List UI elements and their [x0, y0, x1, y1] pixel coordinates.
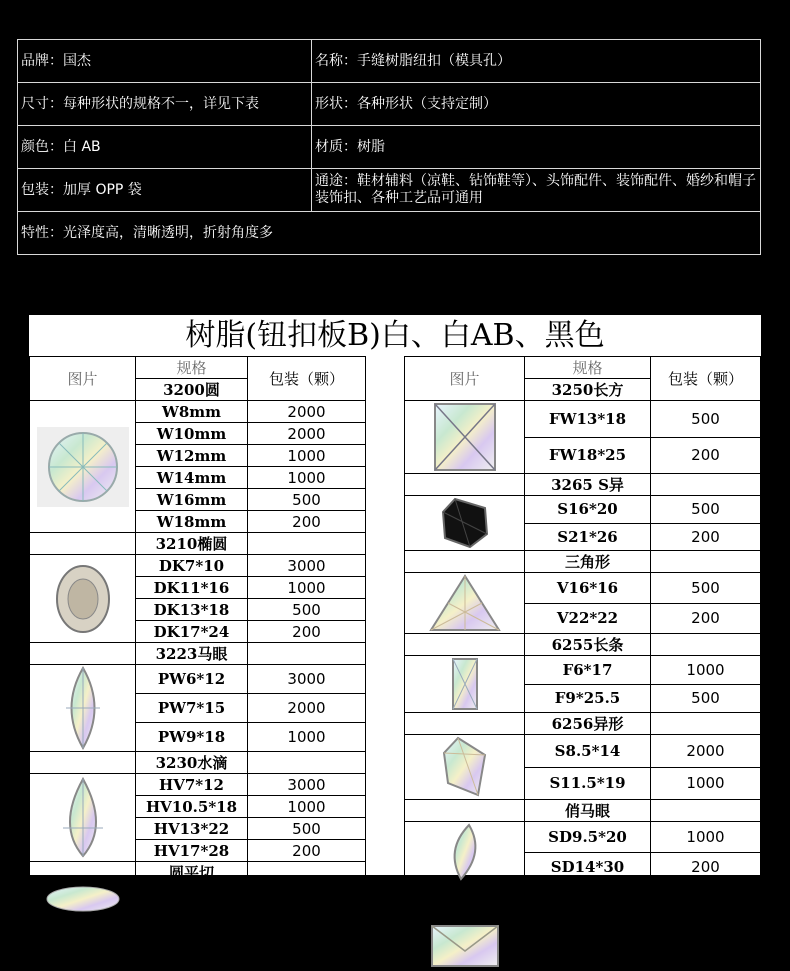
spec-value: W14mm	[136, 467, 248, 489]
package-qty: 200	[651, 523, 761, 551]
blank-picture-cell	[405, 634, 525, 656]
gem-picture	[405, 496, 525, 551]
material-cell: 材质：树脂	[312, 126, 761, 169]
black-s-gem-icon	[440, 513, 490, 531]
spec-value: S11.5*19	[525, 767, 651, 800]
blank-picture-cell	[30, 862, 136, 884]
spec-value: F9*25.5	[525, 684, 651, 713]
spec-value: DK11*16	[136, 577, 248, 599]
package-qty: 200	[248, 621, 366, 643]
gem-picture	[405, 735, 525, 800]
gem-picture	[405, 573, 525, 634]
price-sheet	[29, 315, 761, 969]
package-qty: 2000	[248, 401, 366, 423]
left-spec-grid	[29, 356, 366, 906]
spec-row	[405, 656, 761, 685]
group-name: 3200圆	[136, 379, 248, 401]
header-row	[405, 357, 761, 379]
blank-picture-cell	[405, 474, 525, 496]
package-qty: 1000	[651, 767, 761, 800]
spec-row	[18, 169, 761, 212]
package-qty: 2000	[651, 735, 761, 768]
blank-qty-cell	[651, 883, 761, 905]
package-qty: 200	[651, 852, 761, 883]
marquise-gem-icon	[58, 698, 108, 716]
blank-qty-cell	[651, 551, 761, 573]
group-name: 6256异形	[525, 713, 651, 735]
group-name: 3250长方	[525, 379, 651, 401]
spec-row	[405, 905, 761, 927]
blank-picture-cell	[30, 643, 136, 665]
spec-value: FW12*12	[525, 949, 651, 971]
package-qty: 2000	[651, 905, 761, 927]
spec-value: DK17*24	[136, 621, 248, 643]
spec-row	[405, 401, 761, 438]
spec-value: HV17*28	[136, 840, 248, 862]
spec-value: HV10.5*18	[136, 796, 248, 818]
package-qty: 500	[651, 496, 761, 524]
gem-picture	[405, 656, 525, 713]
blank-picture-cell	[405, 883, 525, 905]
spec-row	[18, 212, 761, 255]
gem-picture	[405, 401, 525, 474]
blank-qty-cell	[248, 643, 366, 665]
spec-value: W10mm	[136, 423, 248, 445]
gem-picture	[405, 822, 525, 883]
gem-picture	[30, 401, 136, 533]
group-name: 3230水滴	[136, 752, 248, 774]
package-qty: 1000	[651, 656, 761, 685]
package-qty: 3000	[248, 665, 366, 694]
blank-picture-cell	[30, 752, 136, 774]
oval-gem-icon	[52, 589, 114, 607]
right-spec-grid	[404, 356, 761, 971]
triangle-gem-icon	[428, 593, 502, 611]
group-name: 三角形	[525, 551, 651, 573]
spec-row	[30, 555, 366, 577]
package-qty: 200	[248, 840, 366, 862]
package-qty: 1000	[248, 796, 366, 818]
square-gem-icon	[429, 928, 501, 946]
spec-value: W12mm	[136, 445, 248, 467]
group-name-row	[405, 713, 761, 735]
spec-row	[405, 496, 761, 524]
spec-row	[30, 401, 366, 423]
teardrop-gem-icon	[53, 808, 113, 826]
sheet-title: 树脂(钮扣板B)白、白AB、黑色	[185, 318, 605, 353]
package-qty: 500	[651, 684, 761, 713]
spec-value: PW6*12	[136, 665, 248, 694]
spec-value: DK7*10	[136, 555, 248, 577]
spec-value: S16*20	[525, 496, 651, 524]
spec-value: S8.5*14	[525, 735, 651, 768]
blank-picture-cell	[405, 800, 525, 822]
spec-value: PW9*18	[136, 723, 248, 752]
spec-value: F6*17	[525, 656, 651, 685]
package-qty: 500	[248, 818, 366, 840]
package-qty: 200	[651, 603, 761, 634]
package-qty: 200	[248, 511, 366, 533]
blank-qty-cell	[248, 533, 366, 555]
group-name-row	[405, 883, 761, 905]
group-name: 3223马眼	[136, 643, 248, 665]
group-name: 3265 S异	[525, 474, 651, 496]
blank-picture-cell	[405, 551, 525, 573]
name-cell: 名称：手缝树脂纽扣（模具孔）	[312, 40, 761, 83]
gem-picture	[30, 884, 136, 906]
spec-value: PW7*15	[136, 694, 248, 723]
package-qty: 3000	[248, 555, 366, 577]
blank-qty-cell	[651, 713, 761, 735]
spec-row	[30, 884, 366, 906]
header-row	[30, 357, 366, 379]
spec-value: HV13*22	[136, 818, 248, 840]
package-qty: 1000	[651, 949, 761, 971]
group-name-row	[405, 634, 761, 656]
shape-cell: 形状：各种形状（支持定制）	[312, 83, 761, 126]
rectangle-gem-icon	[432, 427, 498, 445]
group-name: 3210椭圆	[136, 533, 248, 555]
package-qty: 500	[248, 489, 366, 511]
spec-value: SS8*6	[136, 884, 248, 906]
spec-row	[18, 40, 761, 83]
header-package: 包装（颗）	[651, 357, 761, 401]
spec-value: W8mm	[136, 401, 248, 423]
feature-cell: 特性：光泽度高，清晰透明，折射角度多	[18, 212, 761, 255]
flat-round-gem-icon	[43, 885, 123, 903]
package-qty: 200	[651, 437, 761, 474]
blank-qty-cell	[248, 752, 366, 774]
package-qty: 1000	[248, 577, 366, 599]
package-qty: 2000	[651, 927, 761, 949]
bar-gem-icon	[447, 674, 483, 692]
package-qty: 500	[651, 573, 761, 604]
spec-value: W16mm	[136, 489, 248, 511]
group-name-row	[405, 800, 761, 822]
package-qty: 2000	[248, 423, 366, 445]
usage-cell: 通途：鞋材辅料（凉鞋、钻饰鞋等）、头饰配件、装饰配件、婚纱和帽子装饰扣、各种工艺品可通用	[312, 169, 761, 212]
spec-value: V16*16	[525, 573, 651, 604]
group-name: 俏马眼	[525, 800, 651, 822]
gem-picture	[30, 555, 136, 643]
gem-picture	[405, 905, 525, 971]
spec-value: W18mm	[136, 511, 248, 533]
spec-row	[18, 126, 761, 169]
spec-value: SD14*30	[525, 852, 651, 883]
group-name: 6255长条	[525, 634, 651, 656]
spec-row	[18, 83, 761, 126]
group-name-row	[30, 862, 366, 884]
package-qty: 1000	[651, 822, 761, 853]
spec-row	[405, 735, 761, 768]
group-name-row	[30, 643, 366, 665]
package-qty: 500	[248, 599, 366, 621]
spec-row	[30, 774, 366, 796]
package-qty: 3000	[248, 884, 366, 906]
header-spec: 规格	[525, 357, 651, 379]
size-cell: 尺寸：每种形状的规格不一，详见下表	[18, 83, 312, 126]
blank-picture-cell	[30, 533, 136, 555]
spec-value: SD9.5*20	[525, 822, 651, 853]
package-qty: 500	[651, 401, 761, 438]
group-name-row	[405, 474, 761, 496]
group-name-row	[30, 752, 366, 774]
product-spec-table	[17, 39, 761, 255]
blank-qty-cell	[248, 862, 366, 884]
header-spec: 规格	[136, 357, 248, 379]
header-package: 包装（颗）	[248, 357, 366, 401]
round-gem-icon	[37, 457, 129, 475]
irregular-gem-icon	[440, 757, 490, 775]
color-cell: 颜色：白 AB	[18, 126, 312, 169]
blank-picture-cell	[405, 713, 525, 735]
spec-row	[30, 665, 366, 694]
brand-cell: 品牌：国杰	[18, 40, 312, 83]
spec-value: FW18*25	[525, 437, 651, 474]
spec-row	[405, 573, 761, 604]
package-qty: 2000	[248, 694, 366, 723]
spec-value: S21*26	[525, 523, 651, 551]
packaging-cell: 包装：加厚 OPP 袋	[18, 169, 312, 212]
blank-qty-cell	[651, 474, 761, 496]
pretty-marquise-gem-icon	[445, 842, 485, 860]
spec-value: FW10*10	[525, 927, 651, 949]
spec-value: V22*22	[525, 603, 651, 634]
package-qty: 1000	[248, 723, 366, 752]
group-name-row	[405, 551, 761, 573]
blank-qty-cell	[651, 800, 761, 822]
package-qty: 1000	[248, 445, 366, 467]
blank-qty-cell	[651, 634, 761, 656]
group-name-row	[30, 533, 366, 555]
header-picture: 图片	[30, 357, 136, 401]
spec-row	[405, 822, 761, 853]
header-picture: 图片	[405, 357, 525, 401]
package-qty: 3000	[248, 774, 366, 796]
gem-picture	[30, 665, 136, 752]
gem-picture	[30, 774, 136, 862]
spec-value: FW8*8	[525, 905, 651, 927]
package-qty: 1000	[248, 467, 366, 489]
spec-value: FW13*18	[525, 401, 651, 438]
group-name: 圆平切	[136, 862, 248, 884]
spec-value: HV7*12	[136, 774, 248, 796]
spec-value: DK13*18	[136, 599, 248, 621]
group-name: 3240正方	[525, 883, 651, 905]
